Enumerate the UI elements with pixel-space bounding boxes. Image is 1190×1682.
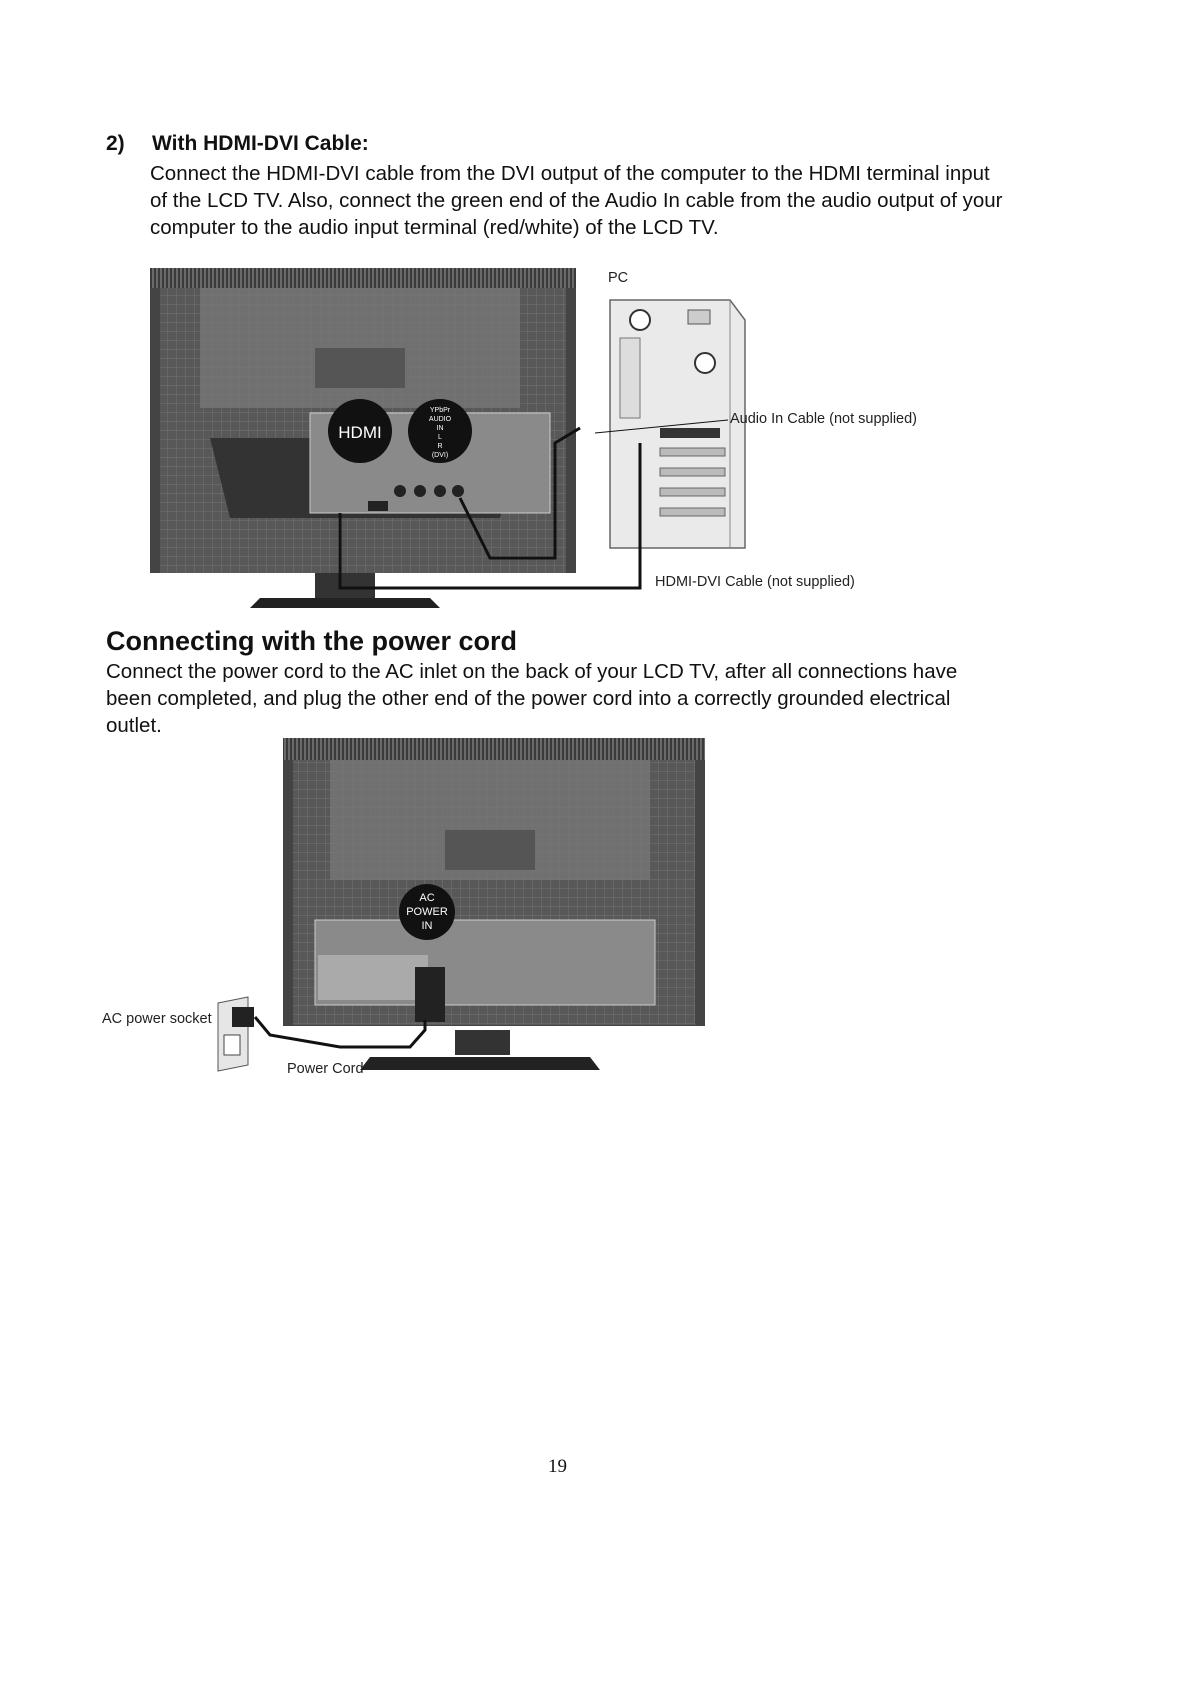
section-heading: With HDMI-DVI Cable:: [152, 132, 369, 155]
badge-line: R: [437, 443, 443, 450]
section2-paragraph: [106, 658, 1086, 739]
section1-paragraph: [150, 160, 1090, 241]
section-number: 2): [106, 132, 125, 155]
hdmi-badge-text: HDMI: [338, 423, 382, 442]
badge-line: YPbPr: [429, 407, 451, 414]
power-cord-connection-diagram: [100, 735, 720, 1080]
hdmi-cable-label: HDMI-DVI Cable (not supplied): [655, 574, 855, 590]
paragraph-line: been completed, and plug the other end of the power cord into a correctly grounded electrical: [106, 687, 951, 710]
pc-tower: [610, 300, 745, 548]
paragraph-line: of the LCD TV. Also, connect the green end of the Audio In cable from the audio output of your: [150, 189, 1003, 212]
power-outlet: [218, 997, 254, 1071]
badge-line: AUDIO: [428, 416, 452, 423]
hdmi-badge: [328, 399, 392, 463]
badge-line: IN: [436, 425, 444, 432]
pc-label: PC: [608, 270, 629, 286]
paragraph-line: computer to the audio input terminal (red/white) of the LCD TV.: [150, 216, 719, 239]
paragraph-line: outlet.: [106, 714, 162, 737]
badge-line: AC: [419, 892, 435, 904]
paragraph-line: Connect the power cord to the AC inlet on the back of your LCD TV, after all connections have: [106, 660, 958, 683]
power-cord-heading: Connecting with the power cord: [106, 626, 517, 656]
badge-line: POWER: [406, 906, 448, 918]
badge-line: IN: [421, 920, 433, 932]
badge-line: L: [438, 434, 442, 441]
ypbpr-audio-badge: [408, 399, 472, 463]
socket-label: AC power socket: [102, 1011, 212, 1027]
audio-cable-label: Audio In Cable (not supplied): [730, 411, 918, 427]
badge-line: (DVI): [431, 452, 449, 459]
page-number: 19: [548, 1456, 567, 1477]
power-cord-label: Power Cord: [287, 1061, 364, 1077]
hdmi-dvi-connection-diagram: [140, 268, 1040, 648]
ac-power-in-badge: [399, 884, 455, 940]
tv-back-panel: [283, 738, 705, 1070]
paragraph-line: Connect the HDMI-DVI cable from the DVI output of the computer to the HDMI terminal input: [150, 162, 990, 185]
